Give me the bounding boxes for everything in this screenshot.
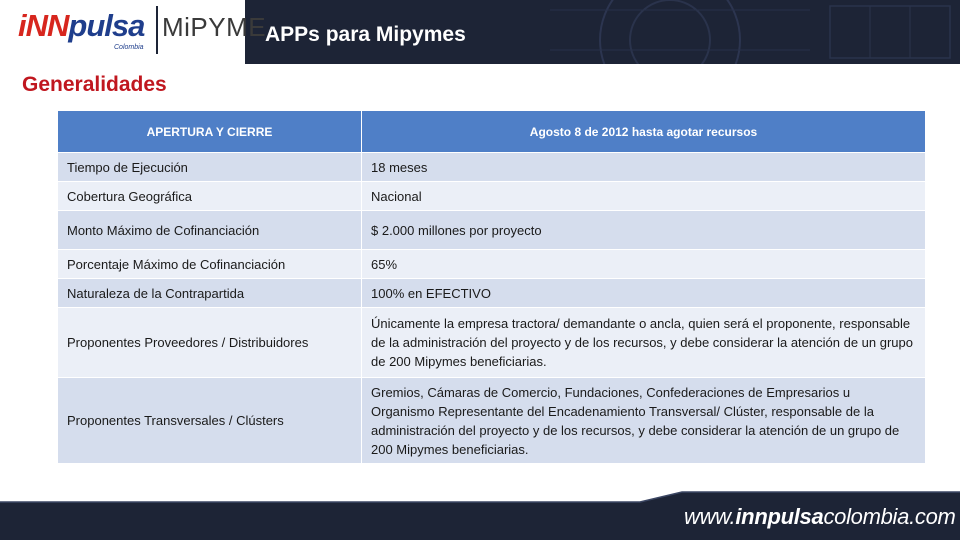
- logo: [0, 0, 267, 64]
- row-label: Proponentes Proveedores / Distribuidores: [58, 308, 362, 378]
- row-label: Proponentes Transversales / Clústers: [58, 378, 362, 464]
- row-label: Naturaleza de la Contrapartida: [58, 279, 362, 308]
- row-label: Tiempo de Ejecución: [58, 153, 362, 182]
- logo-country: Colombia: [114, 44, 144, 51]
- info-table: [57, 110, 926, 464]
- section-title: Generalidades: [22, 73, 167, 96]
- row-value: Nacional: [362, 182, 926, 211]
- logo-wordmark: [18, 8, 144, 44]
- table-row: [58, 250, 926, 279]
- logo-brand-red: iNN: [18, 8, 69, 43]
- table-row: [58, 182, 926, 211]
- row-value: Gremios, Cámaras de Comercio, Fundaciones, Confederaciones de Empresarios u Organismo Representante del Encadenamiento Transversal/ Clúster, responsable de la administración del proyecto y de los recursos, y debe considerar la atención de un grupo de 200 Mipymes beneficiarias.: [362, 378, 926, 464]
- table-row: [58, 211, 926, 250]
- row-label: Cobertura Geográfica: [58, 182, 362, 211]
- row-value: Únicamente la empresa tractora/ demandante o ancla, quien será el proponente, responsable de la administración del proyecto y de los recursos, y debe considerar la atención de un grupo de 200 Mipymes beneficiarias.: [362, 308, 926, 378]
- footer-url-suffix: colombia.com: [823, 504, 956, 529]
- row-value: 100% en EFECTIVO: [362, 279, 926, 308]
- table-row: [58, 378, 926, 464]
- table-row: [58, 279, 926, 308]
- row-value: 18 meses: [362, 153, 926, 182]
- logo-program: MiPYME: [162, 12, 267, 42]
- header-band: [0, 0, 960, 64]
- footer-url[interactable]: [684, 503, 956, 531]
- row-label: Porcentaje Máximo de Cofinanciación: [58, 250, 362, 279]
- table-header-row: [58, 111, 926, 153]
- logo-brand-blue: pulsa: [68, 8, 145, 43]
- table-header-cell: APERTURA Y CIERRE: [58, 111, 362, 153]
- page-title: APPs para Mipymes: [265, 23, 466, 46]
- table-row: [58, 308, 926, 378]
- row-value: $ 2.000 millones por proyecto: [362, 211, 926, 250]
- footer-url-bold: innpulsa: [735, 504, 824, 529]
- table-header-cell: Agosto 8 de 2012 hasta agotar recursos: [362, 111, 926, 153]
- logo-divider: [156, 6, 158, 54]
- footer-url-prefix: www.: [684, 504, 736, 529]
- row-label: Monto Máximo de Cofinanciación: [58, 211, 362, 250]
- table-row: [58, 153, 926, 182]
- row-value: 65%: [362, 250, 926, 279]
